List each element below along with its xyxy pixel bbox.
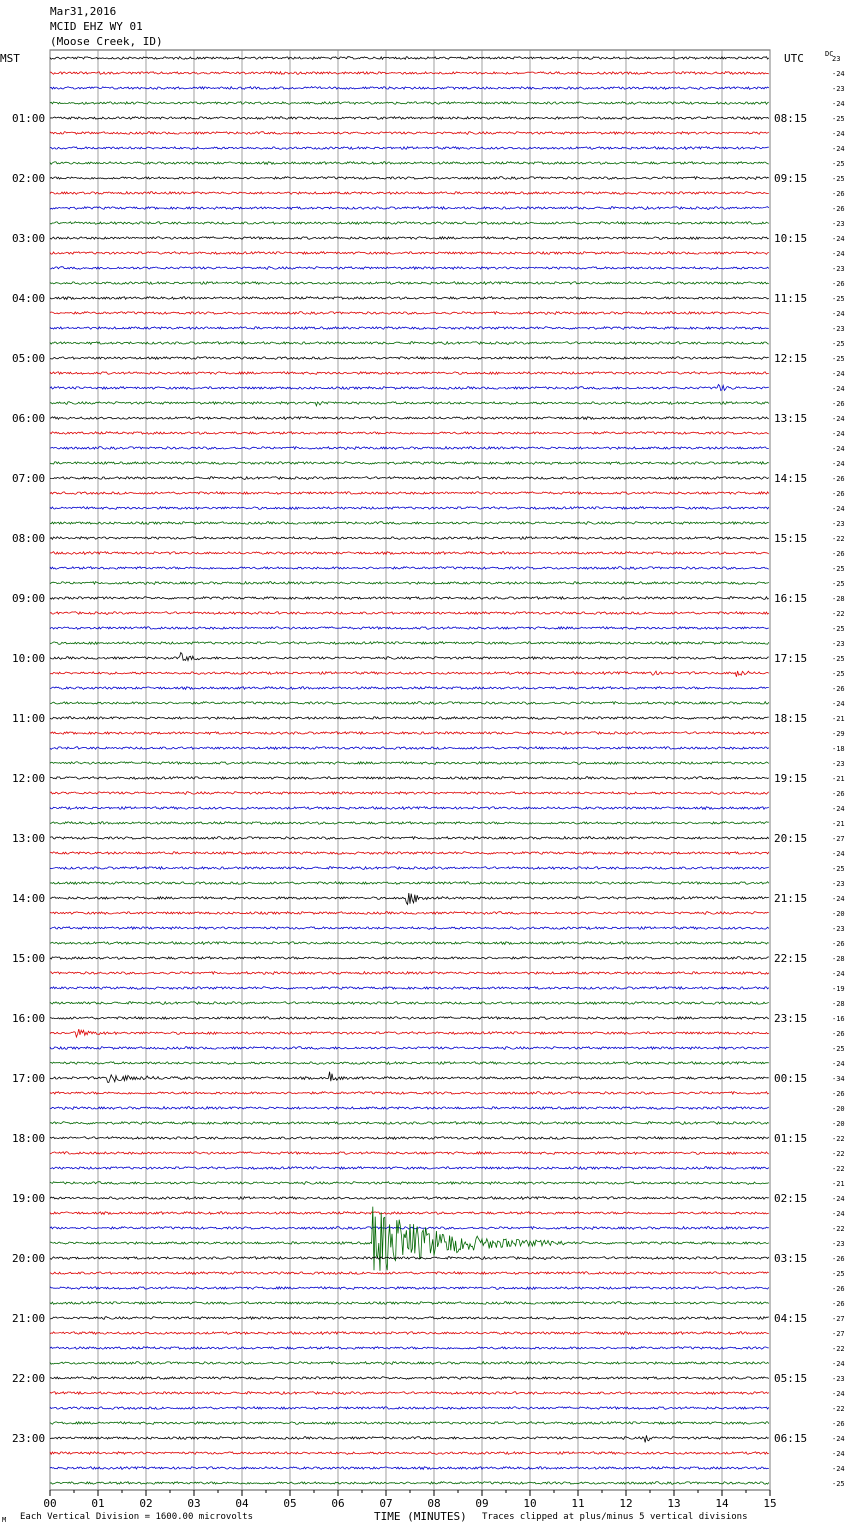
trace-offset-label: -26 (832, 490, 845, 498)
trace-offset-label: -19 (832, 985, 845, 993)
trace-offset-label: -26 (832, 1030, 845, 1038)
hour-label-left: 04:00 (12, 292, 46, 305)
hour-label-right: 23:15 (774, 1012, 808, 1025)
trace-offset-label: -25 (832, 295, 845, 303)
trace-offset-label: -26 (832, 1285, 845, 1293)
trace-line (50, 671, 769, 677)
trace-line (50, 642, 769, 645)
hour-label-right: 16:15 (774, 592, 808, 605)
trace-offset-label: -24 (832, 1195, 845, 1203)
hour-label-right: 11:15 (774, 292, 808, 305)
trace-offset-label: -22 (832, 1135, 845, 1143)
trace-offset-label: -21 (832, 775, 845, 783)
hour-label-left: 05:00 (12, 352, 46, 365)
trace-line (50, 327, 769, 330)
trace-line (50, 732, 769, 735)
trace-offset-label: -34 (832, 1075, 845, 1083)
trace-line (50, 57, 769, 60)
trace-line (50, 297, 769, 300)
hour-label-left: 10:00 (12, 652, 46, 665)
trace-offset-label: -24 (832, 1360, 845, 1368)
trace-offset-label: -25 (832, 1045, 845, 1053)
trace-offset-label: -24 (832, 370, 845, 378)
trace-line (50, 1302, 769, 1305)
hour-label-right: 17:15 (774, 652, 808, 665)
hour-label-right: 05:15 (774, 1372, 808, 1385)
hour-label-left: 03:00 (12, 232, 46, 245)
x-tick-label: 12 (619, 1497, 633, 1510)
trace-line (50, 1452, 769, 1455)
trace-line (50, 1047, 769, 1050)
trace-line (50, 837, 769, 840)
x-tick-label: 14 (715, 1497, 729, 1510)
trace-line (50, 102, 769, 105)
trace-line (50, 72, 769, 75)
trace-line (50, 1062, 769, 1065)
trace-line (50, 507, 769, 510)
header-date: Mar31,2016 (50, 5, 117, 18)
x-tick-label: 11 (571, 1497, 585, 1510)
trace-offset-label: -24 (832, 430, 845, 438)
trace-line (50, 402, 769, 406)
trace-offset-label: -25 (832, 580, 845, 588)
trace-line (50, 882, 769, 885)
trace-offset-label: -28 (832, 955, 845, 963)
trace-line (50, 717, 769, 720)
trace-line (50, 87, 769, 90)
hour-label-right: 06:15 (774, 1432, 808, 1445)
trace-line (50, 267, 769, 270)
hour-label-right: 21:15 (774, 892, 808, 905)
trace-offset-label: -25 (832, 355, 845, 363)
trace-line (50, 867, 769, 870)
trace-offset-label: -26 (832, 400, 845, 408)
hour-label-right: 08:15 (774, 112, 808, 125)
trace-line (50, 1392, 769, 1395)
hour-label-left: 18:00 (12, 1132, 46, 1145)
hour-label-left: 08:00 (12, 532, 46, 545)
trace-offset-label: -23 (832, 880, 845, 888)
trace-line (50, 567, 769, 570)
trace-offset-label: -23 (832, 640, 845, 648)
trace-line (50, 1017, 769, 1020)
hour-label-right: 02:15 (774, 1192, 808, 1205)
hour-label-right: 15:15 (774, 532, 808, 545)
hour-label-right: 18:15 (774, 712, 808, 725)
trace-line (50, 1332, 769, 1335)
hour-label-left: 15:00 (12, 952, 46, 965)
scale-note: Each Vertical Division = 1600.00 microvolts (20, 1512, 253, 1522)
x-tick-label: 05 (283, 1497, 297, 1510)
trace-line (50, 1152, 769, 1155)
trace-line (50, 1197, 769, 1200)
hour-label-left: 19:00 (12, 1192, 46, 1205)
trace-offset-label: -24 (832, 100, 845, 108)
trace-line (50, 627, 769, 630)
seismic-traces (50, 57, 769, 1485)
trace-offset-label: -24 (832, 1210, 845, 1218)
trace-line (50, 177, 769, 180)
trace-line (50, 132, 769, 135)
trace-line (50, 342, 769, 345)
trace-offset-label: -18 (832, 745, 845, 753)
trace-line (50, 252, 769, 255)
clip-note: Traces clipped at plus/minus 5 vertical divisions (482, 1512, 748, 1522)
trace-offset-label: -21 (832, 820, 845, 828)
trace-offset-label: -24 (832, 505, 845, 513)
trace-line (50, 312, 769, 315)
trace-line (50, 1029, 769, 1037)
trace-offset-label: -21 (832, 1180, 845, 1188)
left-axis-title: MST (0, 52, 20, 65)
trace-offset-label: -24 (832, 310, 845, 318)
trace-line (50, 447, 769, 450)
trace-offset-label: -24 (832, 445, 845, 453)
trace-line (50, 522, 769, 525)
trace-offset-label: -26 (832, 280, 845, 288)
hour-label-left: 09:00 (12, 592, 46, 605)
trace-offset-label: -27 (832, 1315, 845, 1323)
trace-offset-label: -25 (832, 670, 845, 678)
trace-offset-label: -24 (832, 250, 845, 258)
trace-line (50, 1482, 769, 1485)
trace-line (50, 282, 769, 285)
trace-offset-label: -26 (832, 790, 845, 798)
trace-line (50, 357, 769, 360)
trace-line (50, 462, 769, 465)
trace-offset-label: -25 (832, 865, 845, 873)
trace-line (50, 927, 769, 930)
trace-offset-label: -20 (832, 910, 845, 918)
x-axis-title: TIME (MINUTES) (374, 1510, 467, 1523)
hour-label-right: 12:15 (774, 352, 808, 365)
trace-line (50, 912, 769, 915)
trace-offset-label: -24 (832, 1060, 845, 1068)
trace-offset-label: -24 (832, 460, 845, 468)
trace-offset-label: -26 (832, 940, 845, 948)
hour-label-left: 07:00 (12, 472, 46, 485)
hour-label-right: 19:15 (774, 772, 808, 785)
trace-line (50, 1092, 769, 1095)
trace-line (50, 1317, 769, 1320)
hour-label-left: 14:00 (12, 892, 46, 905)
trace-line (50, 1422, 769, 1425)
trace-line (50, 117, 769, 120)
trace-line (50, 987, 769, 990)
trace-offset-label: -24 (832, 235, 845, 243)
hour-label-left: 11:00 (12, 712, 46, 725)
trace-offset-label: -24 (832, 850, 845, 858)
hour-label-left: 12:00 (12, 772, 46, 785)
hour-label-right: 20:15 (774, 832, 808, 845)
hour-label-right: 09:15 (774, 172, 808, 185)
trace-line (50, 1002, 769, 1005)
trace-offset-label: -23 (832, 1240, 845, 1248)
trace-offset-label: -24 (832, 700, 845, 708)
trace-offset-label: -22 (832, 1405, 845, 1413)
trace-line (50, 1435, 769, 1442)
trace-offset-label: -26 (832, 1300, 845, 1308)
trace-offset-label: -26 (832, 1255, 845, 1263)
trace-offset-label: -24 (832, 1465, 845, 1473)
trace-offset-label: -26 (832, 475, 845, 483)
trace-offset-label: -26 (832, 1090, 845, 1098)
trace-offset-label: -25 (832, 655, 845, 663)
trace-line (50, 1182, 769, 1185)
trace-offset-label: -24 (832, 805, 845, 813)
trace-offset-label: -27 (832, 1330, 845, 1338)
hour-label-right: 00:15 (774, 1072, 808, 1085)
x-tick-label: 08 (427, 1497, 441, 1510)
trace-offset-label: -24 (832, 1390, 845, 1398)
hour-label-left: 21:00 (12, 1312, 46, 1325)
trace-offset-label: -25 (832, 1480, 845, 1488)
trace-offset-label: -25 (832, 175, 845, 183)
header-location: (Moose Creek, ID) (50, 35, 163, 48)
x-tick-label: 00 (43, 1497, 57, 1510)
trace-line (50, 1362, 769, 1365)
trace-line (50, 1137, 769, 1140)
trace-line (50, 1207, 769, 1271)
trace-offset-label: -23 (832, 265, 845, 273)
trace-offset-label: -23 (832, 1375, 845, 1383)
trace-offset-label: -23 (832, 325, 845, 333)
trace-line (50, 1107, 769, 1110)
trace-offset-label: -27 (832, 835, 845, 843)
x-tick-label: 09 (475, 1497, 489, 1510)
trace-offset-label: -26 (832, 550, 845, 558)
offset-column-title: DC (825, 50, 834, 58)
trace-offset-label: -24 (832, 1435, 845, 1443)
trace-line (50, 417, 769, 420)
trace-offset-label: -24 (832, 145, 845, 153)
trace-offset-label: -24 (832, 70, 845, 78)
hour-label-left: 06:00 (12, 412, 46, 425)
trace-offset-label: -28 (832, 595, 845, 603)
trace-line (50, 852, 769, 855)
trace-line (50, 162, 769, 165)
x-tick-label: 04 (235, 1497, 249, 1510)
trace-line (50, 777, 769, 780)
trace-line (50, 1122, 769, 1125)
trace-line (50, 477, 769, 480)
trace-line (50, 1407, 769, 1410)
trace-offset-label: -23 (832, 85, 845, 93)
trace-offset-label: -23 (832, 520, 845, 528)
trace-line (50, 492, 769, 495)
trace-offset-label: -23 (832, 925, 845, 933)
hour-label-left: 16:00 (12, 1012, 46, 1025)
trace-offset-label: -22 (832, 1165, 845, 1173)
right-axis-title: UTC (784, 52, 804, 65)
trace-offset-label: -22 (832, 610, 845, 618)
trace-offset-label: -22 (832, 535, 845, 543)
trace-line (50, 582, 769, 585)
trace-line (50, 792, 769, 795)
trace-line (50, 1257, 769, 1260)
trace-line (50, 537, 769, 540)
trace-line (50, 385, 769, 391)
trace-offset-label: -21 (832, 715, 845, 723)
trace-offset-label: -24 (832, 895, 845, 903)
hour-label-right: 22:15 (774, 952, 808, 965)
trace-offset-label: 23 (832, 55, 841, 63)
trace-line (50, 222, 769, 225)
trace-offset-label: -26 (832, 205, 845, 213)
trace-line (50, 972, 769, 975)
trace-line (50, 1167, 769, 1170)
trace-line (50, 1272, 769, 1275)
hour-label-right: 14:15 (774, 472, 808, 485)
trace-line (50, 747, 769, 750)
x-tick-label: 13 (667, 1497, 681, 1510)
trace-line (50, 1287, 769, 1290)
trace-offset-label: -26 (832, 1420, 845, 1428)
trace-line (50, 597, 769, 600)
trace-line (50, 1467, 769, 1470)
trace-offset-label: -24 (832, 415, 845, 423)
hour-label-left: 13:00 (12, 832, 46, 845)
trace-offset-label: -25 (832, 625, 845, 633)
trace-line (50, 552, 769, 555)
trace-offset-label: -26 (832, 685, 845, 693)
trace-offset-label: -22 (832, 1150, 845, 1158)
trace-line (50, 687, 769, 690)
trace-offset-label: -25 (832, 160, 845, 168)
x-tick-label: 15 (763, 1497, 777, 1510)
trace-line (50, 893, 769, 904)
trace-offset-label: -20 (832, 1120, 845, 1128)
trace-offset-label: -29 (832, 730, 845, 738)
x-tick-label: 03 (187, 1497, 201, 1510)
trace-offset-label: -25 (832, 1270, 845, 1278)
trace-line (50, 942, 769, 945)
trace-offset-label: -22 (832, 1345, 845, 1353)
trace-line (50, 807, 769, 810)
trace-line (50, 1212, 769, 1215)
hour-label-left: 20:00 (12, 1252, 46, 1265)
trace-offset-label: -23 (832, 760, 845, 768)
hour-label-right: 03:15 (774, 1252, 808, 1265)
trace-line (50, 612, 769, 615)
trace-offset-label: -24 (832, 1450, 845, 1458)
x-tick-label: 10 (523, 1497, 537, 1510)
footer-mark: M (2, 1516, 7, 1524)
hour-label-right: 10:15 (774, 232, 808, 245)
trace-line (50, 1072, 769, 1083)
trace-offset-label: -25 (832, 565, 845, 573)
trace-offset-label: -24 (832, 385, 845, 393)
trace-offset-label: -25 (832, 340, 845, 348)
hour-label-left: 22:00 (12, 1372, 46, 1385)
trace-line (50, 237, 769, 240)
hour-label-left: 01:00 (12, 112, 46, 125)
trace-line (50, 192, 769, 195)
trace-line (50, 1347, 769, 1350)
hour-label-left: 17:00 (12, 1072, 46, 1085)
hour-label-right: 04:15 (774, 1312, 808, 1325)
header-station: MCID EHZ WY 01 (50, 20, 143, 33)
hour-label-left: 23:00 (12, 1432, 46, 1445)
trace-offset-label: -22 (832, 1225, 845, 1233)
trace-offset-label: -26 (832, 190, 845, 198)
trace-line (50, 653, 769, 661)
trace-line (50, 762, 769, 765)
trace-line (50, 822, 769, 825)
hour-label-right: 01:15 (774, 1132, 808, 1145)
trace-offset-label: -28 (832, 1000, 845, 1008)
trace-line (50, 702, 769, 705)
trace-offset-label: -24 (832, 970, 845, 978)
x-tick-label: 02 (139, 1497, 153, 1510)
trace-offset-label: -16 (832, 1015, 845, 1023)
x-tick-label: 06 (331, 1497, 345, 1510)
trace-line (50, 432, 769, 435)
trace-line (50, 372, 769, 375)
trace-offset-label: -23 (832, 220, 845, 228)
trace-offset-label: -24 (832, 130, 845, 138)
trace-offset-label: -25 (832, 115, 845, 123)
x-tick-label: 07 (379, 1497, 393, 1510)
trace-line (50, 1377, 769, 1380)
x-tick-label: 01 (91, 1497, 105, 1510)
trace-line (50, 957, 769, 960)
trace-offset-label: -20 (832, 1105, 845, 1113)
hour-label-left: 02:00 (12, 172, 46, 185)
trace-line (50, 147, 769, 150)
trace-line (50, 207, 769, 210)
hour-label-right: 13:15 (774, 412, 808, 425)
